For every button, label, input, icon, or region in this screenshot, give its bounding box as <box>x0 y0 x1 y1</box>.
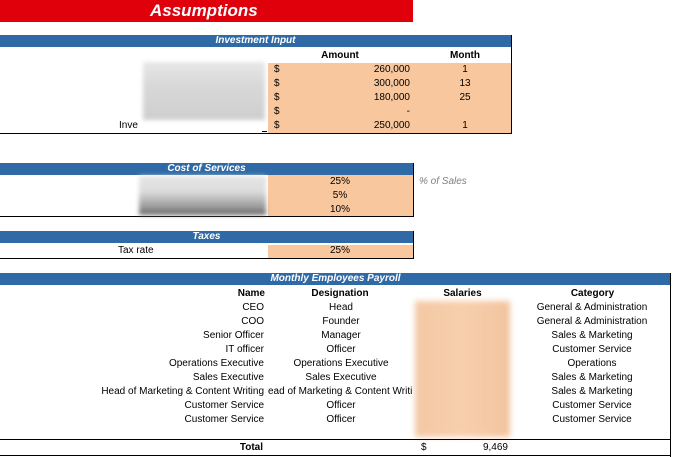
payroll-col-salaries: Salaries <box>443 288 482 299</box>
investment-amount[interactable]: 300,000 <box>373 78 410 89</box>
cost-note: % of Sales <box>419 176 467 187</box>
cost-value[interactable]: 25% <box>329 176 350 187</box>
redacted-labels <box>143 62 265 120</box>
payroll-designation: Officer <box>326 414 356 425</box>
payroll-name: Sales Executive <box>192 372 264 383</box>
total-top-border <box>0 439 671 440</box>
payroll-name: Senior Officer <box>203 330 264 341</box>
payroll-category: General & Administration <box>536 316 648 327</box>
investment-bottom-border <box>0 133 512 134</box>
tax-rate-value[interactable]: 25% <box>329 245 350 256</box>
payroll-name: COO <box>241 316 264 327</box>
payroll-col-name: Name <box>237 288 265 299</box>
investment-col-month: Month <box>450 50 480 61</box>
investment-month[interactable]: 1 <box>462 64 468 75</box>
investment-amount[interactable]: 250,000 <box>373 120 410 131</box>
payroll-total-value: 9,469 <box>482 442 508 453</box>
payroll-designation: Head <box>329 302 353 313</box>
currency-symbol: $ <box>274 78 280 89</box>
page-title: Assumptions <box>150 1 258 20</box>
cost-value[interactable]: 10% <box>329 204 350 215</box>
payroll-header-band <box>0 273 671 285</box>
taxes-right-border <box>413 231 414 259</box>
investment-month[interactable]: 13 <box>459 78 471 89</box>
currency-symbol: $ <box>274 64 280 75</box>
payroll-category: General & Administration <box>536 302 648 313</box>
investment-amount[interactable]: 180,000 <box>373 92 410 103</box>
cost-right-border <box>413 163 414 216</box>
investment-col-amount: Amount <box>321 50 359 61</box>
payroll-designation: Operations Executive <box>293 358 389 369</box>
payroll-name: Customer Service <box>184 400 264 411</box>
investment-amount[interactable]: 260,000 <box>373 64 410 75</box>
tax-rate-label: Tax rate <box>118 245 154 256</box>
total-bottom-border <box>0 455 671 456</box>
payroll-category: Customer Service <box>552 400 632 411</box>
payroll-name: Operations Executive <box>168 358 264 369</box>
taxes-header-band <box>0 231 413 243</box>
investment-row-label: Inve <box>119 120 138 131</box>
payroll-category: Operations <box>567 358 617 369</box>
payroll-right-border <box>670 273 671 457</box>
payroll-header: Monthly Employees Payroll <box>270 273 401 284</box>
payroll-designation: Manager <box>321 330 361 341</box>
payroll-category: Customer Service <box>552 414 632 425</box>
cost-value[interactable]: 5% <box>332 190 348 201</box>
investment-amount[interactable]: - <box>406 106 410 117</box>
payroll-designation: ead of Marketing & Content Writi <box>268 386 413 397</box>
currency-symbol: $ <box>274 92 280 103</box>
payroll-total-label: Total <box>239 442 263 453</box>
redacted-labels <box>139 176 266 215</box>
taxes-header: Taxes <box>192 231 221 242</box>
redacted-salaries <box>415 301 510 437</box>
payroll-category: Customer Service <box>552 344 632 355</box>
payroll-name: Head of Marketing & Content Writing <box>101 386 264 397</box>
taxes-bottom-border <box>0 258 414 259</box>
cost-header-band <box>0 163 413 175</box>
payroll-category: Sales & Marketing <box>551 386 633 397</box>
payroll-col-designation: Designation <box>311 288 369 299</box>
investment-right-border <box>511 35 512 133</box>
payroll-col-category: Category <box>570 288 615 299</box>
currency-symbol: $ <box>274 106 280 117</box>
payroll-designation: Officer <box>326 400 356 411</box>
payroll-category: Sales & Marketing <box>551 330 633 341</box>
payroll-category: Sales & Marketing <box>551 372 633 383</box>
payroll-name: Customer Service <box>184 414 264 425</box>
payroll-name: CEO <box>242 302 264 313</box>
payroll-designation: Sales Executive <box>305 372 377 383</box>
payroll-designation: Officer <box>326 344 356 355</box>
cost-header: Cost of Services <box>167 163 246 174</box>
investment-month[interactable]: 25 <box>459 92 471 103</box>
investment-header: Investment Input <box>215 35 296 46</box>
investment-header-band <box>0 35 511 47</box>
payroll-name: IT officer <box>225 344 264 355</box>
currency-symbol: $ <box>274 120 280 131</box>
investment-month[interactable]: 1 <box>462 120 468 131</box>
cell-underline <box>262 131 267 132</box>
currency-symbol: $ <box>421 442 427 453</box>
payroll-designation: Founder <box>322 316 360 327</box>
